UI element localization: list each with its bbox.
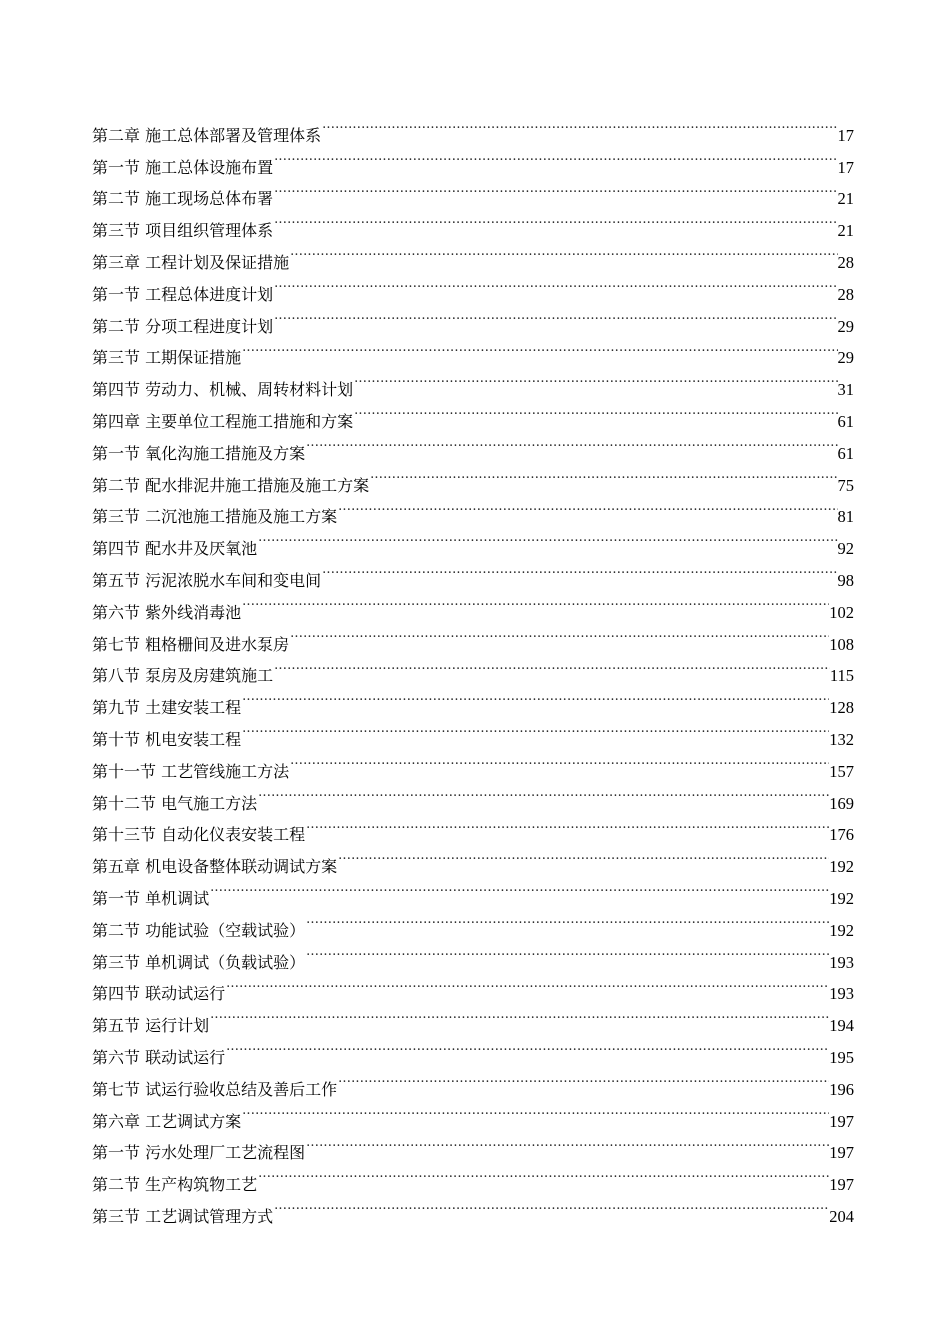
toc-entry-title: 第七节 粗格栅间及进水泵房 xyxy=(92,634,290,654)
toc-entry-page-number: 193 xyxy=(829,952,854,972)
toc-entry-title: 第四节 联动试运行 xyxy=(92,984,226,1004)
table-of-contents xyxy=(92,109,854,1226)
toc-entry-page-number: 29 xyxy=(837,316,854,336)
toc-entry-page-number: 157 xyxy=(829,761,854,781)
toc-entry-title: 第八节 泵房及房建筑施工 xyxy=(92,666,274,686)
toc-entry-page-number: 115 xyxy=(829,666,854,686)
dot-leader xyxy=(337,1063,829,1095)
toc-entry-title: 第七节 试运行验收总结及善后工作 xyxy=(92,1079,338,1099)
toc-entry-page-number: 197 xyxy=(829,1111,854,1131)
toc-entry-title: 第二节 施工现场总体布署 xyxy=(92,189,274,209)
dot-leader xyxy=(241,1095,829,1127)
dot-leader xyxy=(257,777,829,809)
dot-leader xyxy=(241,332,837,364)
toc-entry-page-number: 169 xyxy=(829,793,854,813)
toc-entry-page-number: 61 xyxy=(837,443,854,463)
toc-entry-title: 第三节 工艺调试管理方式 xyxy=(92,1206,274,1226)
toc-entry-page-number: 61 xyxy=(837,411,854,431)
toc-entry-title: 第六节 联动试运行 xyxy=(92,1047,226,1067)
toc-entry-page-number: 194 xyxy=(829,1016,854,1036)
dot-leader xyxy=(337,491,837,523)
toc-entry-title: 第五节 污泥浓脱水车间和变电间 xyxy=(92,570,322,590)
dot-leader xyxy=(305,904,829,936)
toc-entry-page-number: 31 xyxy=(837,380,854,400)
toc-entry-page-number: 132 xyxy=(829,729,854,749)
dot-leader xyxy=(289,745,829,777)
dot-leader xyxy=(241,681,829,713)
toc-entry-page-number: 108 xyxy=(829,634,854,654)
dot-leader xyxy=(273,1190,829,1222)
toc-entry-page-number: 192 xyxy=(829,920,854,940)
dot-leader xyxy=(209,872,829,904)
toc-entry-title: 第十三节 自动化仪表安装工程 xyxy=(92,825,306,845)
dot-leader xyxy=(225,1031,829,1063)
toc-entry-page-number: 128 xyxy=(829,698,854,718)
dot-leader xyxy=(321,109,837,141)
toc-entry-page-number: 192 xyxy=(829,888,854,908)
toc-entry-title: 第一节 单机调试 xyxy=(92,888,210,908)
toc-entry-page-number: 176 xyxy=(829,825,854,845)
toc-entry-page-number: 81 xyxy=(837,507,854,527)
toc-entry-title: 第十二节 电气施工方法 xyxy=(92,793,258,813)
dot-leader xyxy=(305,936,829,968)
dot-leader xyxy=(273,141,837,173)
toc-entry-page-number: 98 xyxy=(837,570,854,590)
toc-entry-page-number: 17 xyxy=(837,157,854,177)
toc-entry-title: 第二章 施工总体部署及管理体系 xyxy=(92,125,322,145)
toc-entry-title: 第六节 紫外线消毒池 xyxy=(92,602,242,622)
toc-entry-title: 第一节 污水处理厂工艺流程图 xyxy=(92,1143,306,1163)
dot-leader xyxy=(273,204,837,236)
dot-leader xyxy=(273,300,837,332)
toc-entry-page-number: 192 xyxy=(829,857,854,877)
dot-leader xyxy=(305,1127,829,1159)
toc-entry-title: 第一节 施工总体设施布置 xyxy=(92,157,274,177)
toc-entry-title: 第六章 工艺调试方案 xyxy=(92,1111,242,1131)
toc-entry-page-number: 195 xyxy=(829,1047,854,1067)
dot-leader xyxy=(241,586,829,618)
toc-entry-title: 第十节 机电安装工程 xyxy=(92,729,242,749)
toc-entry-page-number: 21 xyxy=(837,189,854,209)
toc-entry-title: 第四章 主要单位工程施工措施和方案 xyxy=(92,411,354,431)
toc-entry-page-number: 75 xyxy=(837,475,854,495)
toc-entry-title: 第三节 项目组织管理体系 xyxy=(92,221,274,241)
toc-entry-page-number: 197 xyxy=(829,1175,854,1195)
toc-entry-title: 第三节 单机调试（负载试验） xyxy=(92,952,306,972)
toc-entry-title: 第一节 氧化沟施工措施及方案 xyxy=(92,443,306,463)
dot-leader xyxy=(353,363,837,395)
dot-leader xyxy=(273,268,837,300)
dot-leader xyxy=(257,1158,829,1190)
toc-entry-page-number: 102 xyxy=(829,602,854,622)
toc-entry-title: 第五节 运行计划 xyxy=(92,1016,210,1036)
dot-leader xyxy=(209,999,829,1031)
toc-entry-title: 第三章 工程计划及保证措施 xyxy=(92,252,290,272)
dot-leader xyxy=(305,427,837,459)
dot-leader xyxy=(321,554,837,586)
dot-leader xyxy=(305,809,829,841)
toc-entry-title: 第四节 配水井及厌氧池 xyxy=(92,539,258,559)
toc-entry-page-number: 17 xyxy=(837,125,854,145)
dot-leader xyxy=(289,618,829,650)
toc-entry-title: 第五章 机电设备整体联动调试方案 xyxy=(92,857,338,877)
toc-entry-page-number: 21 xyxy=(837,221,854,241)
toc-entry-title: 第一节 工程总体进度计划 xyxy=(92,284,274,304)
toc-entry-page-number: 29 xyxy=(837,348,854,368)
dot-leader xyxy=(273,173,837,205)
dot-leader xyxy=(289,236,837,268)
toc-entry-title: 第九节 土建安装工程 xyxy=(92,698,242,718)
toc-entry-page-number: 28 xyxy=(837,252,854,272)
toc-entry-title: 第二节 生产构筑物工艺 xyxy=(92,1175,258,1195)
toc-entry-title: 第二节 分项工程进度计划 xyxy=(92,316,274,336)
dot-leader xyxy=(273,650,830,682)
dot-leader xyxy=(225,968,829,1000)
dot-leader xyxy=(257,522,837,554)
toc-entry-title: 第二节 配水排泥井施工措施及施工方案 xyxy=(92,475,370,495)
dot-leader xyxy=(369,459,837,491)
toc-entry-page-number: 197 xyxy=(829,1143,854,1163)
toc-entry-page-number: 204 xyxy=(829,1206,854,1226)
toc-entry-title: 第三节 二沉池施工措施及施工方案 xyxy=(92,507,338,527)
dot-leader xyxy=(337,840,829,872)
toc-entry-page-number: 28 xyxy=(837,284,854,304)
toc-entry-page-number: 193 xyxy=(829,984,854,1004)
toc-entry[interactable] xyxy=(92,109,854,145)
toc-entry-title: 第二节 功能试验（空载试验） xyxy=(92,920,306,940)
dot-leader xyxy=(353,395,837,427)
toc-entry-title: 第四节 劳动力、机械、周转材料计划 xyxy=(92,380,354,400)
toc-entry-title: 第三节 工期保证措施 xyxy=(92,348,242,368)
dot-leader xyxy=(241,713,829,745)
toc-entry-page-number: 92 xyxy=(837,539,854,559)
toc-entry-page-number: 196 xyxy=(829,1079,854,1099)
toc-entry-title: 第十一节 工艺管线施工方法 xyxy=(92,761,290,781)
